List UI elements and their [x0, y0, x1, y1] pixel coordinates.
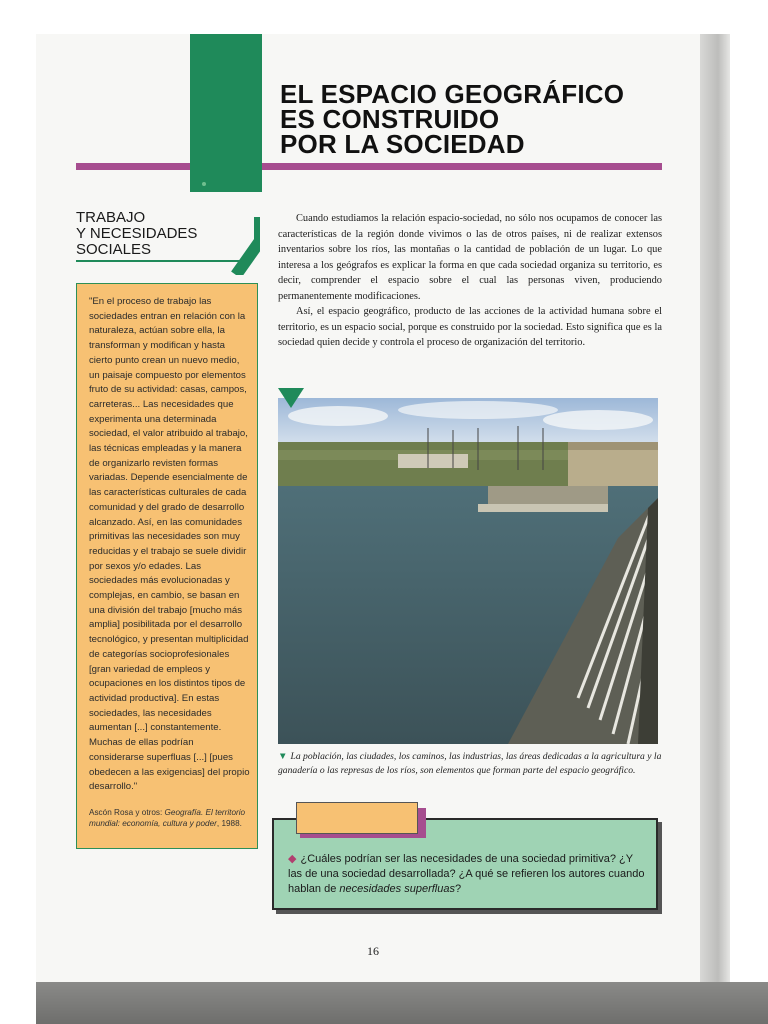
question-part-3: ?	[454, 883, 462, 895]
photo-caption	[278, 750, 664, 778]
caption-arrow-icon: ▼	[278, 751, 288, 762]
photo-arrow-icon	[278, 388, 304, 408]
side-heading	[76, 210, 236, 258]
body-paragraph-2: Así, el espacio geográfico, producto de las acciones de la actividad humana sobre el territorio, es un espacio social, porque es construido por la sociedad. Esto significa que es la sociedad quien decide y controla el proceso de organización del territorio.	[278, 306, 662, 348]
page-title	[280, 79, 660, 159]
question-tab	[296, 802, 418, 834]
question-part-1: ¿Cuáles podrían ser las necesidades de una sociedad primitiva? ¿Y las de una sociedad desarrollada? ¿A qué se refieren los autores cuando hablan de	[288, 853, 645, 895]
title-line-2: ES CONSTRUIDO	[280, 104, 500, 134]
green-header-tab	[190, 34, 262, 192]
body-paragraph-1: Cuando estudiamos la relación espacio-sociedad, no sólo nos ocupamos de conocer las características de la región donde vivimos o las de otros países, ni de realizar extensos inventarios sobre los ríos, las montañas o la cantidad de población de un lugar. Lo que interesa a los geógrafos es explicar la forma en que cada sociedad organiza su territorio, es decir, comprender el espacio sobre el cual las personas viven, produciendo permanentemente modificaciones.	[278, 213, 662, 302]
caption-text: La población, las ciudades, los caminos, las industrias, las áreas dedicadas a la agricultura y la ganadería o las represas de los ríos, son elementos que forman parte del espacio geográfico.	[278, 751, 662, 776]
body-text	[278, 211, 662, 351]
quote-source-year: , 1988.	[216, 819, 242, 829]
question-part-2: necesidades superfluas	[339, 883, 455, 895]
side-heading-line-1: TRABAJO	[76, 209, 146, 226]
title-line-3: POR LA SOCIEDAD	[280, 129, 525, 159]
side-heading-line-2: Y NECESIDADES	[76, 225, 198, 242]
side-heading-line-3: SOCIALES	[76, 241, 152, 258]
dam-photo-illustration	[278, 398, 658, 744]
quote-box	[76, 283, 258, 849]
quote-text: "En el proceso de trabajo las sociedades entran en relación con la naturaleza, actúan sobre ella, la transforman y modifican y hasta cierto punto crean un nuevo medio, un paisaje compuesto por elementos fruto de su actividad: casas, campos, carreteras... Las necesidades que experimenta una determinada sociedad, el valor atribuido al trabajo, las técnicas empleadas y la manera de organizarlo revisten formas variadas. Depende esencialmente de las características culturales de cada comunidad y del grado de desarrollo alcanzado. Así, en las comunidades primitivas las necesidades son muy reducidas y el trabajo se suele dividir por sexos y/o edades. Las sociedades más evolucionadas y complejas, en cambio, se basan en una división del trabajo [mucho más amplia] posibilitada por el desarrollo tecnológico, y presentan multiplicidad de categorías socioprofesionales [gran variedad de empleos y ocupaciones en los distintos tipos de actividad productiva]. En estas sociedades, las necesidades aumentan [...] constantemente. Muchas de ellas podrían considerarse superfluas [...] [pues obedecen a las exigencias] del propio desarrollo."	[89, 296, 250, 793]
diamond-bullet-icon: ◆	[288, 853, 297, 865]
quote-source	[89, 807, 250, 830]
page-number: 16	[367, 944, 379, 958]
quote-source-author: Ascón Rosa y otros:	[89, 807, 165, 817]
tab-dot	[202, 182, 206, 186]
quote-source-title: Geografía. El territorio mundial: economía, cultura y poder	[89, 807, 246, 829]
magenta-rule-right	[262, 163, 662, 170]
question-text	[288, 852, 648, 897]
dam-photo	[278, 398, 658, 744]
scan-bottom-shadow	[36, 982, 768, 1024]
magenta-rule-left	[76, 163, 190, 170]
page-edge	[700, 34, 730, 982]
title-line-1: EL ESPACIO GEOGRÁFICO	[280, 79, 625, 109]
